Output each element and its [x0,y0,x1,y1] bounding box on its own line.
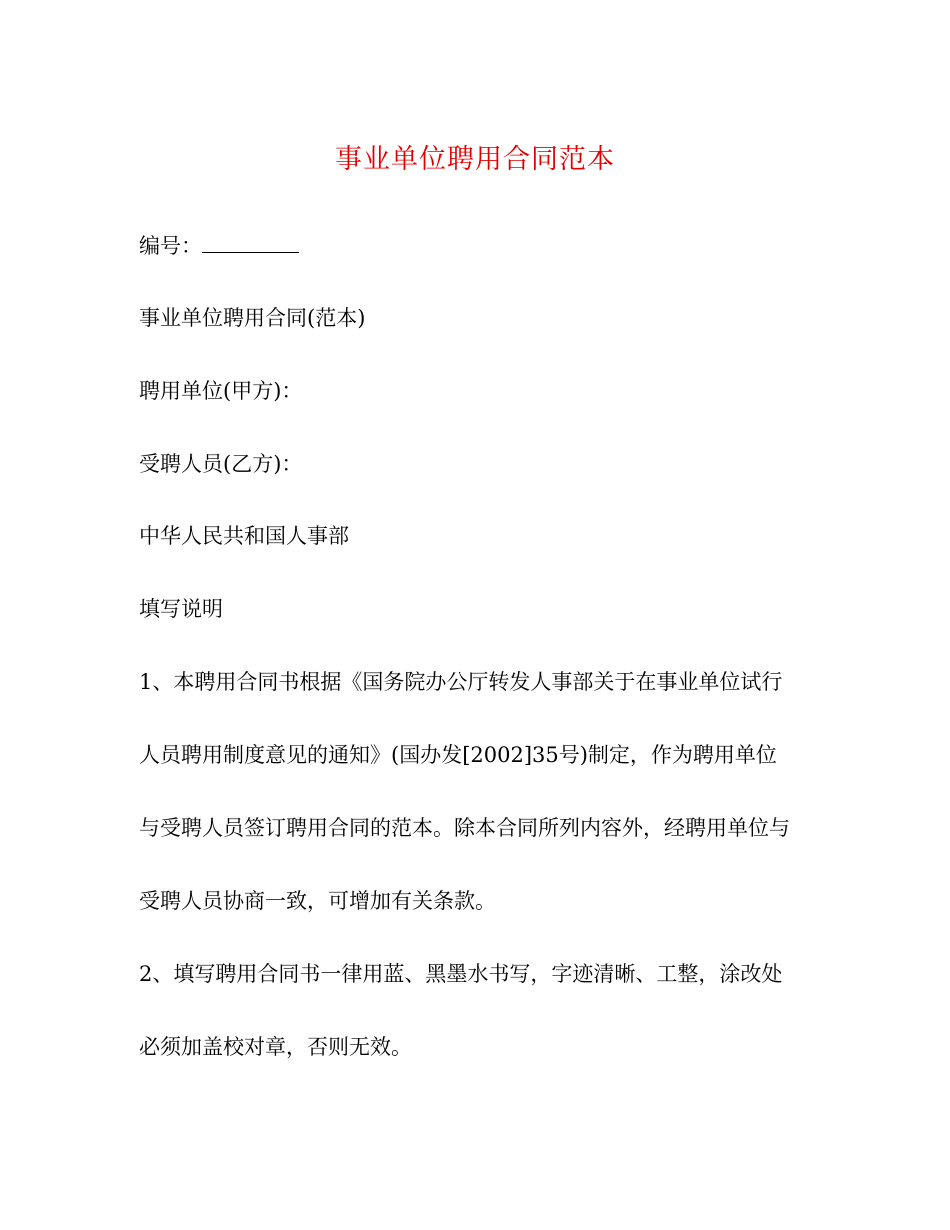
subtitle-line: 事业单位聘用合同(范本) [139,306,366,330]
number-line [139,230,819,261]
employee-line: 受聘人员(乙方)： [139,452,303,476]
number-label: 编号： [139,234,202,258]
employer-line: 聘用单位(甲方)： [139,379,303,403]
issuer-line: 中华人民共和国人事部 [139,524,349,548]
paragraph-line: 受聘人员协商一致，可增加有关条款。 [139,889,496,913]
instructions-heading: 填写说明 [139,597,223,621]
paragraph-line: 必须加盖校对章，否则无效。 [139,1035,412,1059]
paragraph-line: 与受聘人员签订聘用合同的范本。除本合同所列内容外，经聘用单位与 [139,816,790,840]
number-blank-field [202,230,299,253]
paragraph-line: 人员聘用制度意见的通知》(国办发[2002]35号)制定，作为聘用单位 [139,743,777,767]
paragraph-line: 2、填写聘用合同书一律用蓝、黑墨水书写，字迹清晰、工整，涂改处 [139,962,783,986]
paragraph-line: 1、本聘用合同书根据《国务院办公厅转发人事部关于在事业单位试行 [139,670,783,694]
document-title: 事业单位聘用合同范本 [335,144,615,175]
